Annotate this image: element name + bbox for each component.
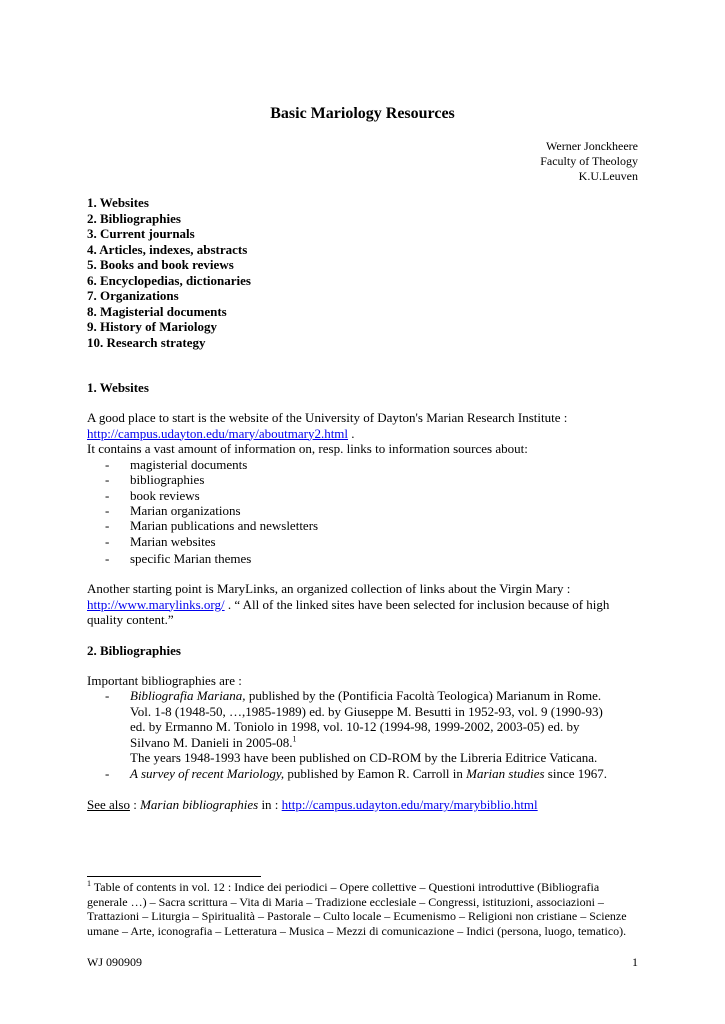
list-item-text: specific Marian themes — [130, 550, 252, 566]
websites-intro-line: A good place to start is the website of the University of Dayton's Marian Research Institute : — [87, 410, 568, 425]
toc-item: 3. Current journals — [87, 226, 195, 241]
bib-line — [130, 688, 650, 704]
bib-line — [130, 735, 650, 751]
websites-intro — [87, 410, 647, 457]
bib-line: The years 1948-1993 have been published on CD-ROM by the Libreria Editrice Vaticana. — [130, 750, 598, 765]
footnote-separator — [87, 876, 261, 877]
udayton-aboutmary-link[interactable]: http://campus.udayton.edu/mary/aboutmary2.html — [87, 425, 349, 441]
toc-item: 10. Research strategy — [87, 334, 206, 350]
bibliography-list — [105, 688, 650, 781]
bib-title: Bibliografia Mariana, — [130, 688, 246, 703]
author-name: Werner Jonckheere — [546, 139, 638, 153]
list-item: - Bibliografia Mariana, published by the (Pontificia Facoltà Teologica) Marianum in Rome. Vol. 1-8 (1948-50, …,1985-1989) ed. by Giuseppe M. Besutti in 1952-93, vol. 9 (1990-93) ed. by Ermanno M. Toniolo in 1998, vol. 10-12 (1994-98, 1999-2002, 2003-05) ed. by Silvano M. Danieli in 2005-08.$^1$ The years 1948-1993 have been published on CD-ROM by the Libreria Editrice Vaticana. — [105, 688, 650, 766]
see-also-sep: : — [129, 797, 141, 812]
footnote — [87, 880, 647, 938]
bib-title: A survey of recent Mariology, — [130, 765, 285, 781]
bib-line: ed. by Ermanno M. Toniolo in 1998, vol. 10-12 (1994-98, 1999-2002, 2003-05) ed. by — [130, 719, 580, 734]
toc-item: 6. Encyclopedias, dictionaries — [87, 272, 251, 288]
document-title: Basic Mariology Resources — [270, 105, 455, 122]
marybiblio-link[interactable]: http://campus.udayton.edu/mary/marybiblio.html — [281, 797, 538, 812]
table-of-contents — [87, 195, 251, 350]
author-block — [540, 139, 638, 184]
list-item-text: bibliographies — [130, 472, 205, 488]
toc-item: 7. Organizations — [87, 288, 179, 303]
footer-document-id: WJ 090909 — [87, 955, 142, 969]
footnote-line — [87, 880, 647, 895]
marylinks-link[interactable]: http://www.marylinks.org/ — [87, 596, 225, 612]
toc-item: 4. Articles, indexes, abstracts — [87, 241, 248, 257]
bib-text: Silvano M. Danieli in 2005-08. — [130, 734, 293, 750]
footnote-text: Table of contents in vol. 12 : Indice dei periodici – Opere collettive – Questioni introduttive (Bibliografia — [91, 880, 600, 894]
author-faculty: Faculty of Theology — [540, 154, 638, 168]
websites-contains-line: It contains a vast amount of information on, resp. links to information sources about: — [87, 441, 528, 456]
page-number: 1 — [632, 955, 638, 969]
section-heading-websites: 1. Websites — [87, 380, 149, 395]
bibliographies-intro-text: Important bibliographies are : — [87, 673, 242, 688]
toc-item: 8. Magisterial documents — [87, 303, 227, 319]
list-item-text: Marian publications and newsletters — [130, 518, 319, 533]
list-item-text: book reviews — [130, 487, 200, 503]
websites-intro-line — [87, 426, 647, 442]
footnote-line: generale …) – Sacra scrittura – Vita di Maria – Tradizione ecclesiale – Congressi, istituzioni, associazioni – — [87, 894, 604, 909]
see-also-line — [87, 797, 647, 813]
footnote-line: umane – Arte, iconografia – Letteratura – Musica – Mezzi di comunicazione – Indici (persona, luogo, tematico). — [87, 923, 627, 938]
marylinks-line — [87, 597, 647, 613]
bib-text: published by the (Pontificia Facoltà Teologica) Marianum in Rome. — [245, 688, 602, 703]
footnote-line: Trattazioni – Liturgia – Spiritualità – Pastorale – Culto locale – Ecumenismo – Religioni non cristiane – Scienze — [87, 909, 627, 924]
toc-item: 1. Websites — [87, 195, 149, 210]
bib-journal: Marian studies — [466, 765, 545, 781]
bib-text: published by Eamon R. Carroll in — [284, 765, 467, 781]
author-university: K.U.Leuven — [578, 169, 638, 183]
toc-item: 2. Bibliographies — [87, 210, 181, 226]
marylinks-line: Another starting point is MaryLinks, an organized collection of links about the Virgin Mary : — [87, 581, 571, 596]
bib-line — [130, 766, 650, 782]
section-heading-bibliographies: 2. Bibliographies — [87, 643, 181, 658]
bib-text: since 1967. — [544, 765, 607, 781]
footnote-number: 1 — [87, 879, 91, 888]
link-punctuation: . — [348, 425, 355, 441]
marylinks-line: quality content.” — [87, 612, 174, 627]
see-also-in: in : — [258, 797, 282, 812]
bibliographies-intro — [87, 673, 647, 689]
toc-item: 5. Books and book reviews — [87, 257, 234, 272]
see-also-title: Marian bibliographies — [140, 797, 259, 812]
list-item-text: magisterial documents — [130, 457, 248, 472]
list-item: - A survey of recent Mariology, published by Eamon R. Carroll in Marian studies since 1967. — [105, 766, 650, 782]
toc-item: 9. History of Mariology — [87, 319, 217, 334]
bib-line: Vol. 1-8 (1948-50, …,1985-1989) ed. by Giuseppe M. Besutti in 1952-93, vol. 9 (1990-93) — [130, 703, 603, 719]
see-also-label: See also — [87, 797, 130, 812]
footnote-reference: 1 — [292, 734, 297, 744]
marylinks-paragraph — [87, 581, 647, 628]
list-item-text: Marian organizations — [130, 503, 241, 519]
list-item-text: Marian websites — [130, 534, 216, 550]
marylinks-quote-start: . “ All of the linked sites have been selected for inclusion because of high — [224, 596, 610, 612]
